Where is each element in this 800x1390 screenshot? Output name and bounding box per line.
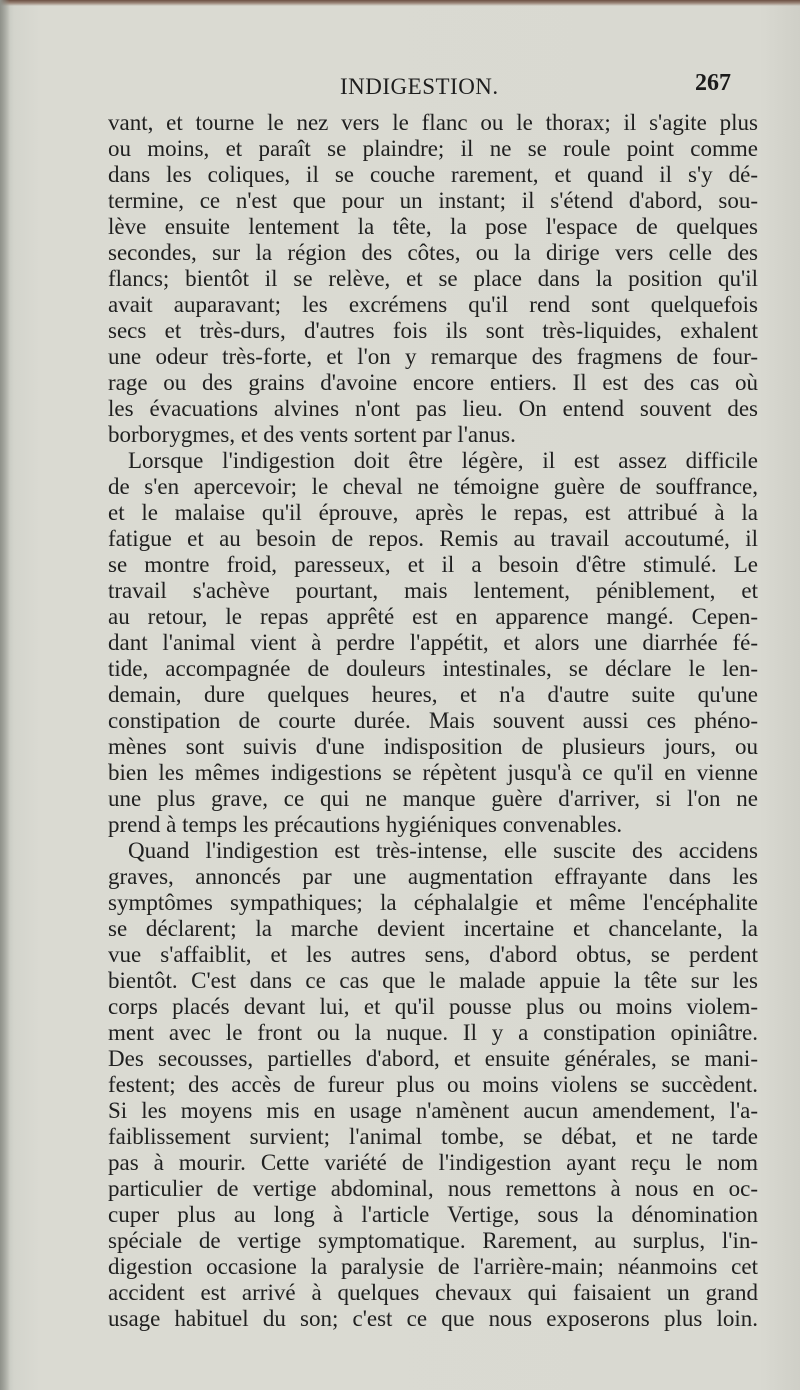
text-line: graves, annoncés par une augmentation effrayante dans les <box>108 864 758 889</box>
paragraph-start-line: Quand l'indigestion est très-intense, elle suscite des accidens <box>128 838 758 863</box>
text-line: Des secousses, partielles d'abord, et ensuite générales, se mani- <box>108 1046 758 1071</box>
text-line: constipation de courte durée. Mais souvent aussi ces phéno- <box>108 708 758 733</box>
text-line: mènes sont suivis d'une indisposition de plusieurs jours, ou <box>108 734 758 759</box>
text-line: avait auparavant; les excrémens qu'il rend sont quelquefois <box>108 292 758 317</box>
text-line: vue s'affaiblit, et les autres sens, d'abord obtus, se perdent <box>108 942 758 967</box>
paragraph-start-line: Lorsque l'indigestion doit être légère, il est assez difficile <box>128 448 758 473</box>
text-line: usage habituel du son; c'est ce que nous exposerons plus loin. <box>108 1306 758 1331</box>
text-line: les évacuations alvines n'ont pas lieu. On entend souvent des <box>108 396 758 421</box>
text-line: dant l'animal vient à perdre l'appétit, et alors une diarrhée fé- <box>108 630 758 655</box>
text-line: secs et très-durs, d'autres fois ils sont très-liquides, exhalent <box>108 318 758 343</box>
text-line: lève ensuite lentement la tête, la pose l'espace de quelques <box>108 214 758 239</box>
text-line: ment avec le front ou la nuque. Il y a constipation opiniâtre. <box>108 1020 758 1045</box>
text-line: spéciale de vertige symptomatique. Rarement, au surplus, l'in- <box>108 1228 758 1253</box>
text-line: bientôt. C'est dans ce cas que le malade appuie la tête sur les <box>108 968 758 993</box>
text-line: fatigue et au besoin de repos. Remis au travail accoutumé, il <box>108 526 758 551</box>
text-line: rage ou des grains d'avoine encore entiers. Il est des cas où <box>108 370 758 395</box>
text-line: travail s'achève pourtant, mais lentement, péniblement, et <box>108 578 758 603</box>
text-line: symptômes sympathiques; la céphalalgie et même l'encéphalite <box>108 890 758 915</box>
text-line: au retour, le repas apprêté est en apparence mangé. Cepen- <box>108 604 758 629</box>
text-line: une odeur très-forte, et l'on y remarque des fragmens de four- <box>108 344 758 369</box>
text-line: termine, ce n'est que pour un instant; il s'étend d'abord, sou- <box>108 188 758 213</box>
text-line: digestion occasione la paralysie de l'arrière-main; néanmoins cet <box>108 1254 758 1279</box>
text-line: pas à mourir. Cette variété de l'indigestion ayant reçu le nom <box>108 1150 758 1175</box>
text-line: festent; des accès de fureur plus ou moins violens se succèdent. <box>108 1072 758 1097</box>
text-line: prend à temps les précautions hygiéniques convenables. <box>108 812 623 837</box>
text-line: et le malaise qu'il éprouve, après le repas, est attribué à la <box>108 500 758 525</box>
text-line: demain, dure quelques heures, et n'a d'autre suite qu'une <box>108 682 758 707</box>
text-line: se déclarent; la marche devient incertaine et chancelante, la <box>108 916 758 941</box>
text-line: de s'en apercevoir; le cheval ne témoigne guère de souffrance, <box>108 474 758 499</box>
text-line: faiblissement survient; l'animal tombe, se débat, et ne tarde <box>108 1124 758 1149</box>
text-line: bien les mêmes indigestions se répètent jusqu'à ce qu'il en vienne <box>108 760 758 785</box>
text-line: cuper plus au long à l'article Vertige, sous la dénomination <box>108 1202 758 1227</box>
text-line: se montre froid, paresseux, et il a besoin d'être stimulé. Le <box>108 552 758 577</box>
text-line: accident est arrivé à quelques chevaux qui faisaient un grand <box>108 1280 758 1305</box>
text-line: Si les moyens mis en usage n'amènent aucun amendement, l'a- <box>108 1098 758 1123</box>
text-line: tide, accompagnée de douleurs intestinales, se déclare le len- <box>108 656 758 681</box>
text-line: corps placés devant lui, et qu'il pousse plus ou moins violem- <box>108 994 758 1019</box>
page-number: 267 <box>695 70 731 96</box>
running-title: INDIGESTION. <box>340 74 499 99</box>
text-line: particulier de vertige abdominal, nous remettons à nous en oc- <box>108 1176 758 1201</box>
text-line: secondes, sur la région des côtes, ou la dirige vers celle des <box>108 240 758 265</box>
text-line: flancs; bientôt il se relève, et se place dans la position qu'il <box>108 266 758 291</box>
text-line: dans les coliques, il se couche rarement, et quand il s'y dé- <box>108 162 758 187</box>
text-line: ou moins, et paraît se plaindre; il ne se roule point comme <box>108 136 758 161</box>
text-line: vant, et tourne le nez vers le flanc ou le thorax; il s'agite plus <box>108 110 758 135</box>
text-line: une plus grave, ce qui ne manque guère d'arriver, si l'on ne <box>108 786 758 811</box>
text-line: borborygmes, et des vents sortent par l'anus. <box>108 422 516 447</box>
